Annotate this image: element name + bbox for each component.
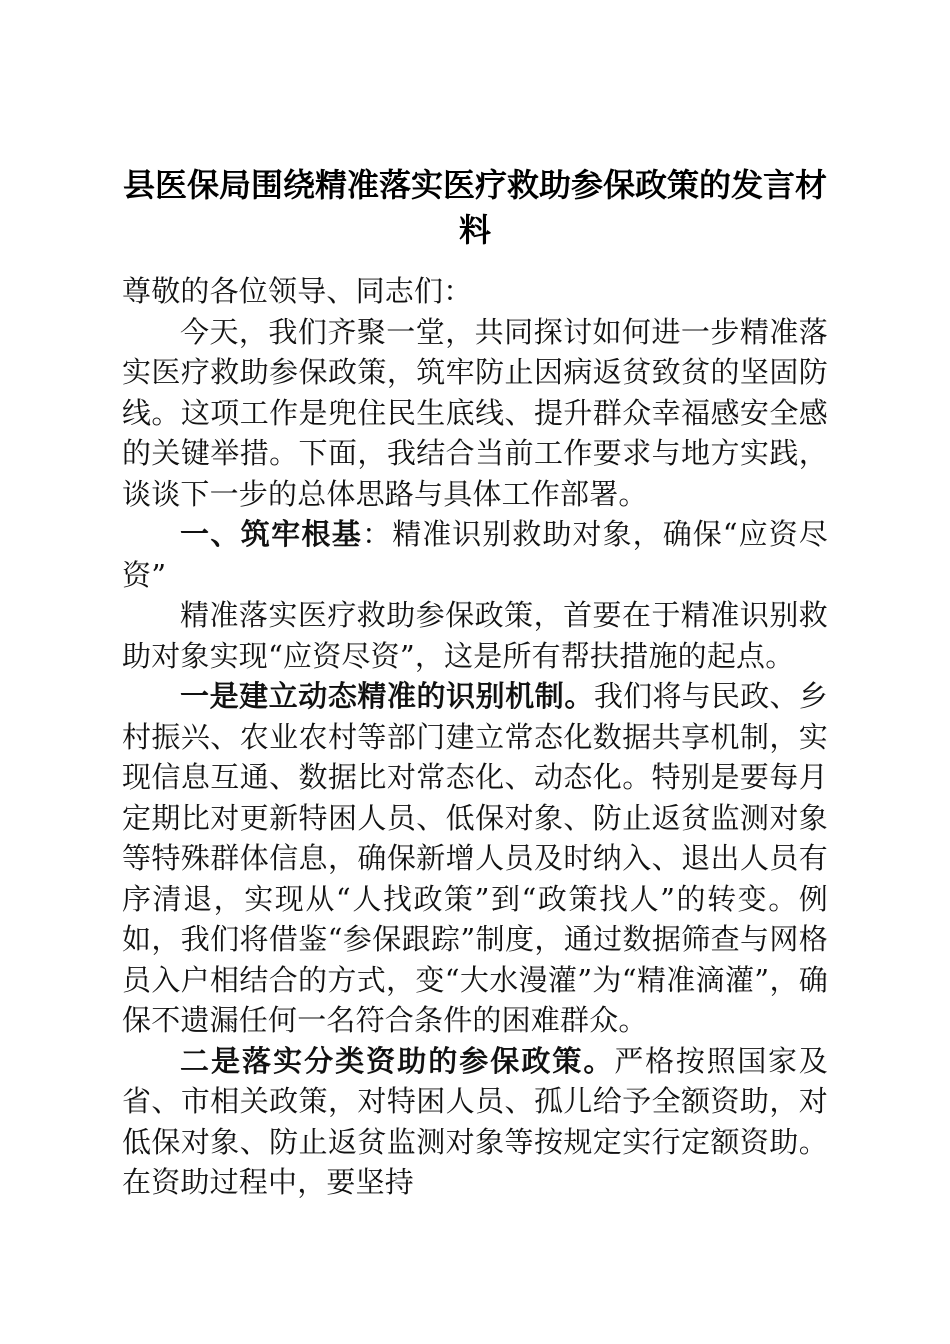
section-1-lead-paragraph: 精准落实医疗救助参保政策，首要在于精准识别救助对象实现“应资尽资”，这是所有帮扶措施的起点。 xyxy=(122,598,828,673)
page-title: 县医保局围绕精准落实医疗救助参保政策的发言材料 xyxy=(122,166,827,249)
section-heading-1 xyxy=(122,514,828,595)
section-1-point-2-body: 严格按照国家及省、市相关政策，对特困人员、孤儿给予全额资助，对低保对象、防止返贫监测对象等按规定实行定额资助。在资助过程中，要坚持 xyxy=(122,1043,828,1199)
section-heading-1-text: ：精准识别救助对象，确保“应资尽资” xyxy=(122,517,828,592)
opening-paragraph: 今天，我们齐聚一堂，共同探讨如何进一步精准落实医疗救助参保政策，筑牢防止因病返贫致贫的坚固防线。这项工作是兜住民生底线、提升群众幸福感安全感的关键举措。下面，我结合当前工作要求与地方实践，谈谈下一步的总体思路与具体工作部署。 xyxy=(122,314,828,511)
salutation-line: 尊敬的各位领导、同志们： xyxy=(122,274,473,308)
document-body xyxy=(122,271,828,1203)
section-1-point-1 xyxy=(122,676,828,1041)
section-1-point-1-body: 我们将与民政、乡村振兴、农业农村等部门建立常态化数据共享机制，实现信息互通、数据比对常态化、动态化。特别是要每月定期比对更新特困人员、低保对象、防止返贫监测对象等特殊群体信息，确保新增人员及时纳入、退出人员有序清退，实现从“人找政策”到“政策找人”的转变。例如，我们将借鉴“参保跟踪”制度，通过数据筛查与网格员入户相结合的方式，变“大水漫灌”为“精准滴灌”，确保不遗漏任何一名符合条件的困难群众。 xyxy=(122,679,828,1037)
section-heading-1-number: 一、筑牢根基 xyxy=(180,517,363,551)
document-content-column xyxy=(122,0,828,1203)
section-1-point-2 xyxy=(122,1041,828,1203)
section-1-point-1-label: 一是建立动态精准的识别机制。 xyxy=(180,679,594,713)
section-1-point-2-label: 二是落实分类资助的参保政策。 xyxy=(180,1043,615,1078)
